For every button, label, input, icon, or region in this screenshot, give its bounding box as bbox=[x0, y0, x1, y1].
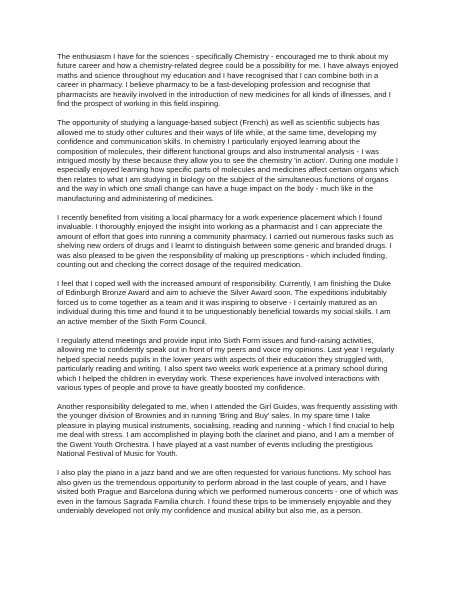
paragraph-responsibility: I feel that I coped well with the increased amount of responsibility. Currently, I am finishing the Duke of Edinburgh Bronze Award and aim to achieve the Silver Award soon. The expeditions indubitably forced us to come together as a team and it was inspiring to observe - I certainly matured as an individual during this time and found it to be unquestionably beneficial towards my social skills. I am an active member of the Sixth Form Council. bbox=[57, 279, 392, 326]
document-body bbox=[57, 52, 429, 525]
paragraph-work-experience: I recently benefited from visiting a local pharmacy for a work experience placement which I found invaluable. I thoroughly enjoyed the insight into working as a pharmacist and I can appreciate the amount of effort that goes into running a community pharmacy. I carried out numerous tasks such as shelving new orders of drugs and I learnt to distinguish between some generic and branded drugs. I was also pleased to be given the responsibility of making up prescriptions - which included finding, counting out and checking the correct dosage of the required medication. bbox=[57, 212, 394, 270]
paragraph-jazz-band-travel: I also play the piano in a jazz band and we are often requested for various functions. My school has also given us the tremendous opportunity to perform abroad in the last couple of years, and I have visited both Prague and Barcelona during which we performed numerous concerts - one of which was even in the famous Sagrada Familia church. I found these trips to be immensely enjoyable and they undeniably developed not only my confidence and musical ability but also me, as a person. bbox=[57, 468, 399, 516]
paragraph-sixth-form: I regularly attend meetings and provide input into Sixth Form issues and fund-raising activities, allowing me to confidently speak out in front of my peers and voice my opinions. Last year I regularly helped special needs pupils in the lower years with aspects of their education they struggled with, particularly reading and writing. I also spent two weeks work experience at a primary school during which I helped the children in everyday work. These experiences have involved interactions with various types of people and prove to have greatly boosted my confidence. bbox=[57, 335, 395, 393]
paragraph-subjects-studied: The opportunity of studying a language-based subject (French) as well as scientific subjects has allowed me to study other cultures and their ways of life while, at the same time, developing my confidence and communication skills. In chemistry I particularly enjoyed learning about the composition of molecules, their different functional groups and also instrumental analysis - I was intrigued mostly by these because they allow you to see the chemistry 'in action'. During one module I especially enjoyed learning how specific parts of molecules and medicines affect certain organs which then relates to what I am studying in biology on the subject of the simultaneous functions of organs and the way in which one small change can have a huge impact on the body - much like in the manufacturing and administering of medicines. bbox=[57, 118, 399, 203]
paragraph-girl-guides-music: Another responsibility delegated to me, when I attended the Girl Guides, was frequently assisting with the younger division of Brownies and in running 'Bring and Buy' sales. In my spare time I take pleasure in playing musical instruments, socialising, reading and running - which I find crucial to help me deal with stress. I am accomplished in playing both the clarinet and piano, and I am a member of the Gwent Youth Orchestra. I have played at a vast number of events including the prestigious National Festival of Music for Youth. bbox=[57, 402, 398, 459]
paragraph-career-motivation: The enthusiasm I have for the sciences - specifically Chemistry - encouraged me to think about my future career and how a chemistry-related degree could be a possibility for me. I have always enjoyed maths and science throughout my education and I have recognised that I can combine both in a career in pharmacy. I believe pharmacy to be a fast-developing profession and recognise that pharmacists are heavily involved in the introduction of new medicines for all kinds of illnesses, and I find the prospect of working in this field inspiring. bbox=[57, 52, 399, 109]
